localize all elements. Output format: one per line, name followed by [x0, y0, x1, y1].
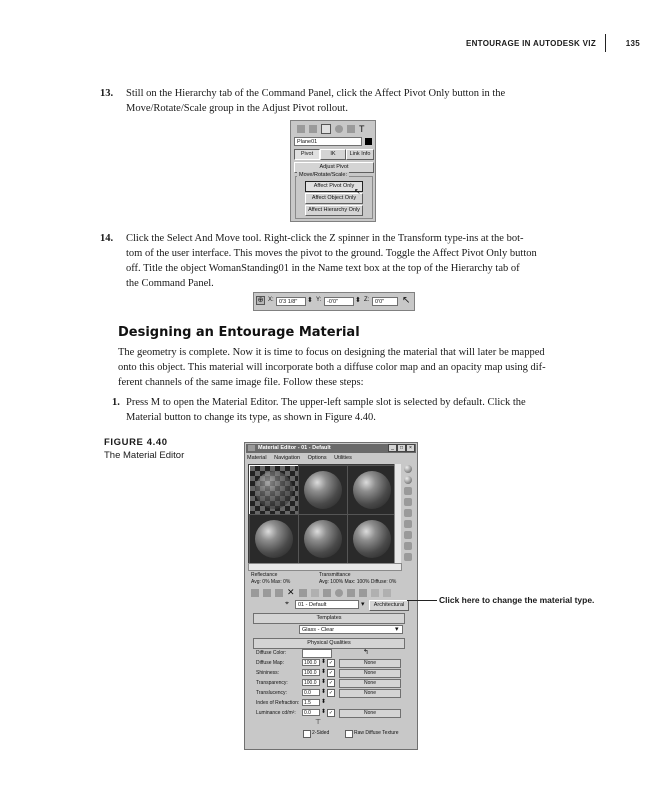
- raw-diffuse-label: Raw Diffuse Texture: [354, 730, 399, 736]
- shininess-checkbox[interactable]: ✓: [328, 670, 334, 676]
- material-navigator-icon[interactable]: [404, 553, 412, 561]
- ior-amount[interactable]: 1.5: [302, 699, 320, 706]
- z-spinner-field[interactable]: 0'0": [372, 297, 398, 306]
- step-line: the Command Panel.: [126, 278, 214, 289]
- header-divider: [605, 34, 606, 52]
- tab-pivot[interactable]: Pivot: [294, 149, 320, 160]
- shininess-map-button[interactable]: None: [339, 669, 401, 678]
- minimize-icon[interactable]: _: [388, 444, 397, 452]
- sample-slot[interactable]: [298, 465, 348, 515]
- sample-slot[interactable]: [249, 465, 299, 515]
- y-label: Y:: [316, 297, 322, 303]
- mouse-cursor-icon: ↖: [402, 295, 411, 306]
- command-panel-tabs: [295, 124, 371, 134]
- page-number: 135: [625, 39, 640, 48]
- menu-options[interactable]: Options: [307, 455, 327, 461]
- diffuse-color-label: Diffuse Color:: [256, 650, 287, 656]
- dropdown-arrow-icon[interactable]: ▾: [395, 626, 399, 633]
- create-tab-icon[interactable]: [297, 125, 305, 133]
- reflectance-label: Reflectance: [251, 572, 278, 578]
- display-tab-icon[interactable]: [347, 125, 355, 133]
- z-label: Z:: [364, 297, 370, 303]
- show-end-result-icon[interactable]: [359, 589, 367, 597]
- maximize-icon[interactable]: □: [397, 444, 406, 452]
- make-preview-icon[interactable]: [404, 520, 412, 528]
- transform-typeins: [253, 292, 415, 311]
- diffuse-map-label: Diffuse Map:: [256, 660, 284, 666]
- affect-hierarchy-only-button[interactable]: Affect Hierarchy Only: [305, 205, 363, 216]
- sample-type-icon[interactable]: [404, 465, 412, 473]
- dropdown-arrow-icon[interactable]: ▾: [361, 601, 365, 608]
- assign-material-icon[interactable]: [275, 589, 283, 597]
- material-toolbar: [249, 588, 399, 598]
- two-sided-checkbox[interactable]: [303, 730, 311, 738]
- transparency-amount[interactable]: 100.0: [302, 679, 320, 686]
- menu-utilities[interactable]: Utilities: [334, 455, 352, 461]
- motion-tab-icon[interactable]: [335, 125, 343, 133]
- menu-material[interactable]: Material: [247, 455, 267, 461]
- go-forward-sibling-icon[interactable]: [383, 589, 391, 597]
- hierarchy-panel: [290, 120, 376, 222]
- lock-selection-icon[interactable]: ⊕: [257, 297, 264, 304]
- step-line: Click the Select And Move tool. Right-click the Z spinner in the Transform type-ins at the bot-: [126, 233, 524, 244]
- callout-line: [407, 600, 437, 601]
- step-line: off. Title the object WomanStanding01 in the Name text box at the top of the Hierarchy tab of: [126, 263, 520, 274]
- app-icon: [248, 445, 255, 451]
- sample-slots: [248, 464, 400, 564]
- paragraph-line: The geometry is complete. Now it is time to focus on designing the material that will later be mapped: [118, 347, 545, 358]
- step-1: [112, 395, 611, 425]
- show-map-icon[interactable]: [347, 589, 355, 597]
- menu-bar: [247, 455, 358, 461]
- window-title: Material Editor - 01 - Default: [246, 444, 416, 453]
- section-heading: Designing an Entourage Material: [118, 325, 360, 340]
- affect-object-only-button[interactable]: Affect Object Only: [305, 193, 363, 204]
- template-dropdown[interactable]: Glass - Clear: [299, 625, 403, 634]
- x-spinner-field[interactable]: 0'3 1/8": [276, 297, 306, 306]
- make-copy-icon[interactable]: [299, 589, 307, 597]
- diffuse-map-button[interactable]: None: [339, 659, 401, 668]
- paragraph-line: onto this object. This material will incorporate both a diffuse color map and an opacity map using dif-: [118, 362, 546, 373]
- luminance-label: Luminance cd/m²:: [256, 710, 296, 716]
- raw-diffuse-checkbox[interactable]: [345, 730, 353, 738]
- utilities-tab-icon[interactable]: T: [359, 124, 365, 134]
- transmittance-label: Transmittance: [319, 572, 351, 578]
- spinner-arrows-icon[interactable]: ⬍: [321, 699, 327, 705]
- put-to-scene-icon[interactable]: [263, 589, 271, 597]
- section-paragraph: [118, 345, 608, 390]
- hierarchy-tab-icon[interactable]: [321, 124, 331, 134]
- luminance-amount[interactable]: 0.0: [302, 709, 320, 716]
- sample-slot[interactable]: [347, 514, 397, 564]
- options-icon[interactable]: [404, 531, 412, 539]
- physical-qualities-rollout[interactable]: Physical Qualities: [253, 638, 405, 649]
- templates-rollout[interactable]: Templates: [253, 613, 405, 624]
- running-title: ENTOURAGE IN AUTODESK VIZ: [465, 39, 596, 48]
- video-check-icon[interactable]: [404, 509, 412, 517]
- step-line: Material button to change its type, as shown in Figure 4.40.: [126, 412, 376, 423]
- modify-tab-icon[interactable]: [309, 125, 317, 133]
- affect-pivot-only-button[interactable]: Affect Pivot Only: [305, 181, 363, 192]
- figure-label: FIGURE 4.40: [104, 437, 168, 448]
- step-line: Press M to open the Material Editor. The upper-left sample slot is selected by default. Click the: [126, 397, 526, 408]
- background-icon[interactable]: [404, 487, 412, 495]
- paragraph-line: ferent channels of the same image file. Follow these steps:: [118, 377, 364, 388]
- material-effects-icon[interactable]: [335, 589, 343, 597]
- tab-link-info[interactable]: Link Info: [346, 149, 374, 160]
- shininess-amount[interactable]: 100.0: [302, 669, 320, 676]
- diffuse-map-checkbox[interactable]: ✓: [328, 660, 334, 666]
- pick-material-icon[interactable]: ⌖: [285, 600, 289, 607]
- sample-slot[interactable]: [347, 465, 397, 515]
- close-icon[interactable]: ×: [406, 444, 415, 452]
- side-toolbar: [404, 465, 414, 564]
- step-number: 14.: [100, 233, 114, 244]
- sphere-preview: [304, 471, 342, 509]
- material-name-field[interactable]: 01 - Default: [295, 600, 359, 609]
- x-label: X:: [268, 297, 274, 303]
- material-editor-window: [244, 442, 418, 750]
- step-13: [100, 86, 611, 116]
- translucency-checkbox[interactable]: ✓: [328, 690, 334, 696]
- horizontal-scrollbar[interactable]: [248, 563, 402, 571]
- translucency-map-button[interactable]: None: [339, 689, 401, 698]
- luminance-from-light-icon[interactable]: ⊤: [315, 719, 322, 726]
- spinner-arrows-icon[interactable]: ⬍: [321, 659, 327, 665]
- object-color-swatch[interactable]: [365, 138, 372, 145]
- sample-slot[interactable]: [298, 514, 348, 564]
- make-unique-icon[interactable]: [311, 589, 319, 597]
- diffuse-color-swatch[interactable]: [302, 649, 332, 658]
- luminance-checkbox[interactable]: ✓: [328, 710, 334, 716]
- step-number: 1.: [112, 397, 120, 408]
- shininess-label: Shininess:: [256, 670, 280, 676]
- mouse-cursor-icon: ↖: [354, 187, 361, 196]
- menu-navigation[interactable]: Navigation: [274, 455, 301, 461]
- sphere-preview: [255, 520, 293, 558]
- step-number: 13.: [100, 88, 114, 99]
- sphere-preview: [304, 520, 342, 558]
- sample-slot[interactable]: [249, 514, 299, 564]
- spinner-arrows-icon[interactable]: ⬍: [321, 669, 327, 675]
- sphere-preview: [353, 520, 391, 558]
- transparency-checkbox[interactable]: ✓: [328, 680, 334, 686]
- backlight-icon[interactable]: [404, 476, 412, 484]
- sphere-preview: [255, 471, 293, 509]
- luminance-map-button[interactable]: None: [339, 709, 401, 718]
- sphere-preview: [353, 471, 391, 509]
- spinner-arrows-icon[interactable]: ⬍: [321, 679, 327, 685]
- figure-title: The Material Editor: [104, 450, 185, 461]
- translucency-label: Translucency:: [256, 690, 287, 696]
- step-14: [100, 231, 611, 291]
- group-label: Move/Rotate/Scale:: [299, 172, 347, 178]
- step-line: tom of the user interface. This moves the pivot to the ground. Toggle the Affect Pivot Only button: [126, 248, 537, 259]
- transmittance-values: Avg: 100% Max: 100% Diffuse: 0%: [319, 579, 397, 585]
- step-line: Move/Rotate/Scale group in the Adjust Pivot rollout.: [126, 103, 348, 114]
- vertical-scrollbar[interactable]: [394, 464, 401, 564]
- go-to-parent-icon[interactable]: [371, 589, 379, 597]
- reflectance-values: Avg: 0% Max: 0%: [251, 579, 291, 585]
- put-to-library-icon[interactable]: [323, 589, 331, 597]
- get-material-icon[interactable]: [251, 589, 259, 597]
- get-color-icon[interactable]: ↰: [363, 649, 369, 656]
- callout-text: Click here to change the material type.: [439, 595, 595, 605]
- tab-ik[interactable]: IK: [320, 149, 346, 160]
- y-spinner-arrows-icon[interactable]: ⬍: [355, 297, 361, 304]
- uv-tiling-icon[interactable]: [404, 498, 412, 506]
- spinner-arrows-icon[interactable]: ⬍: [321, 689, 327, 695]
- diffuse-map-amount[interactable]: 100.0: [302, 659, 320, 666]
- object-name-field[interactable]: Plane01: [294, 137, 362, 146]
- transparency-label: Transparency:: [256, 680, 288, 686]
- step-line: Still on the Hierarchy tab of the Command Panel, click the Affect Pivot Only button in the: [126, 88, 506, 99]
- y-spinner-field[interactable]: -0'0": [324, 297, 354, 306]
- x-spinner-arrows-icon[interactable]: ⬍: [307, 297, 313, 304]
- running-header: [450, 38, 640, 52]
- two-sided-label: 2-Sided: [312, 730, 330, 736]
- ior-label: Index of Refraction:: [256, 700, 300, 706]
- spinner-arrows-icon[interactable]: ⬍: [321, 709, 327, 715]
- adjust-pivot-rollout[interactable]: Adjust Pivot: [294, 162, 374, 173]
- select-by-material-icon[interactable]: [404, 542, 412, 550]
- figure-caption: [104, 437, 224, 461]
- translucency-amount[interactable]: 0.0: [302, 689, 320, 696]
- reset-icon[interactable]: ✕: [287, 587, 295, 597]
- material-type-button[interactable]: Architectural: [369, 600, 409, 611]
- transparency-map-button[interactable]: None: [339, 679, 401, 688]
